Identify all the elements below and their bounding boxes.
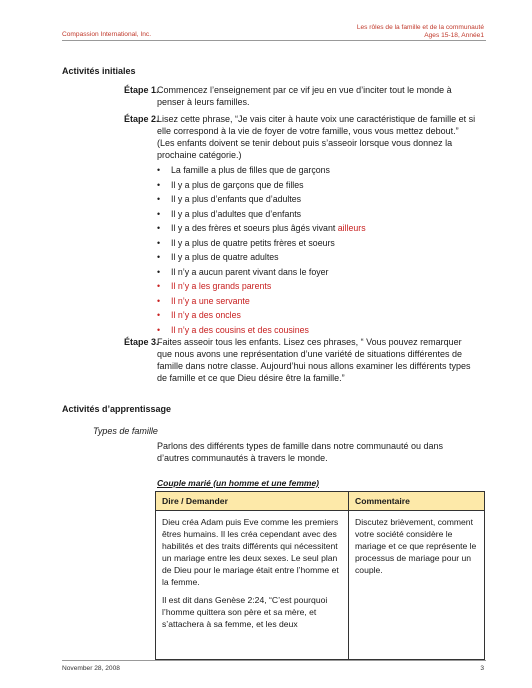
- step2-text: Lisez cette phrase, “Je vais citer à haute voix une caractéristique de famille et si elle correspond à la vie de foyer de votre famille, vous vous mettez debout.” (Les enfants doivent se tenir debout puis s’asseoir lorsque vous donnez la prochaine catégorie.): [157, 114, 476, 160]
- header-ages: Ages 15-18, Année1: [424, 32, 484, 39]
- list-item: • La famille a plus de filles que de garçons: [157, 163, 366, 178]
- step3-label: Étape 3.: [124, 337, 159, 347]
- section-title-apprentissage: Activités d’apprentissage: [62, 404, 172, 414]
- step2-label: Étape 2.: [124, 114, 159, 124]
- bullet-icon: •: [157, 237, 161, 248]
- step1-text: Commencez l’enseignement par ce vif jeu en vue d’inciter tout le monde à penser à leurs familles.: [157, 85, 452, 107]
- list-item: • Il y a plus de garçons que de filles: [157, 178, 366, 193]
- footer-rule: [62, 660, 486, 661]
- header-title: Les rôles de la famille et de la communauté: [356, 24, 484, 31]
- bullet-icon: •: [157, 310, 161, 320]
- list-item: • Il n’y a aucun parent vivant dans le foyer: [157, 265, 366, 280]
- list-item: • Il n’y a une servante: [157, 294, 366, 309]
- types-title: Types de famille: [93, 426, 158, 436]
- cell-commentaire: Discutez brièvement, comment votre société considère le mariage et ce que représente le processus de mariage pour un couple.: [349, 511, 485, 660]
- bullet-icon: •: [157, 295, 161, 306]
- table-caption: Couple marié (un homme et une femme): [157, 478, 319, 488]
- list-item: • Il y a plus de quatre adultes: [157, 250, 366, 265]
- list-item: • Il y a plus d’enfants que d’adultes: [157, 192, 366, 207]
- header-rule: [62, 40, 486, 41]
- bullet-icon: •: [157, 179, 161, 190]
- category-list: [157, 163, 366, 337]
- list-item: • Il y a plus de quatre petits frères et soeurs: [157, 236, 366, 251]
- header-lesson: [357, 24, 484, 40]
- bullet-icon: •: [157, 281, 161, 291]
- table-header-dire: Dire / Demander: [156, 492, 349, 511]
- table-row: [156, 511, 485, 660]
- bullet-icon: •: [157, 324, 161, 335]
- list-item: • Il n’y a les grands parents: [157, 279, 366, 294]
- bullet-icon: •: [157, 165, 161, 175]
- step1-label: Étape 1.: [124, 85, 159, 95]
- list-item: • Il y a plus d’adultes que d’enfants: [157, 207, 366, 222]
- cell-dire: [156, 511, 349, 660]
- list-item: • Il y a des frères et soeurs plus âgés vivant ailleurs: [157, 221, 366, 236]
- footer-date: November 28, 2008: [62, 665, 120, 672]
- page-number: 3: [480, 665, 484, 672]
- bullet-icon: •: [157, 266, 161, 277]
- types-intro: Parlons des différents types de famille dans notre communauté ou dans d’autres communautés à travers le monde.: [157, 441, 444, 463]
- table-header-commentaire: Commentaire: [349, 492, 485, 511]
- table-header-row: [156, 492, 485, 511]
- header-org: Compassion International, Inc.: [62, 31, 152, 38]
- bullet-icon: •: [157, 223, 161, 233]
- list-item: • Il n’y a des cousins et des cousines: [157, 323, 366, 338]
- bullet-icon: •: [157, 208, 161, 219]
- section-title-initiales: Activités initiales: [62, 66, 136, 76]
- dire-paragraph-2: Il est dit dans Genèse 2:24, “C’est pourquoi l’homme quittera son père et sa mère, et s’attachera à sa femme, et les deux: [162, 595, 328, 629]
- step3-text: Faites asseoir tous les enfants. Lisez ces phrases, “ Vous pouvez remarquer que nous avons une représentation d’une variété de situations différentes de famille dans notre classe. Aujourd’hui nous allons examiner les différents types de famille et ce que Dieu désire être la famille.”: [157, 337, 471, 383]
- dire-paragraph-1: Dieu créa Adam puis Eve comme les premiers êtres humains. Il les créa cependant avec des habilités et des traits différents qui nécessitent un mariage entre les deux sexes. Le seul plan de Dieu pour le mariage était entre l’homme et la femme.: [162, 517, 339, 587]
- list-item: • Il n’y a des oncles: [157, 308, 366, 323]
- lesson-table: [155, 491, 485, 660]
- bullet-icon: •: [157, 194, 161, 204]
- bullet-icon: •: [157, 252, 161, 262]
